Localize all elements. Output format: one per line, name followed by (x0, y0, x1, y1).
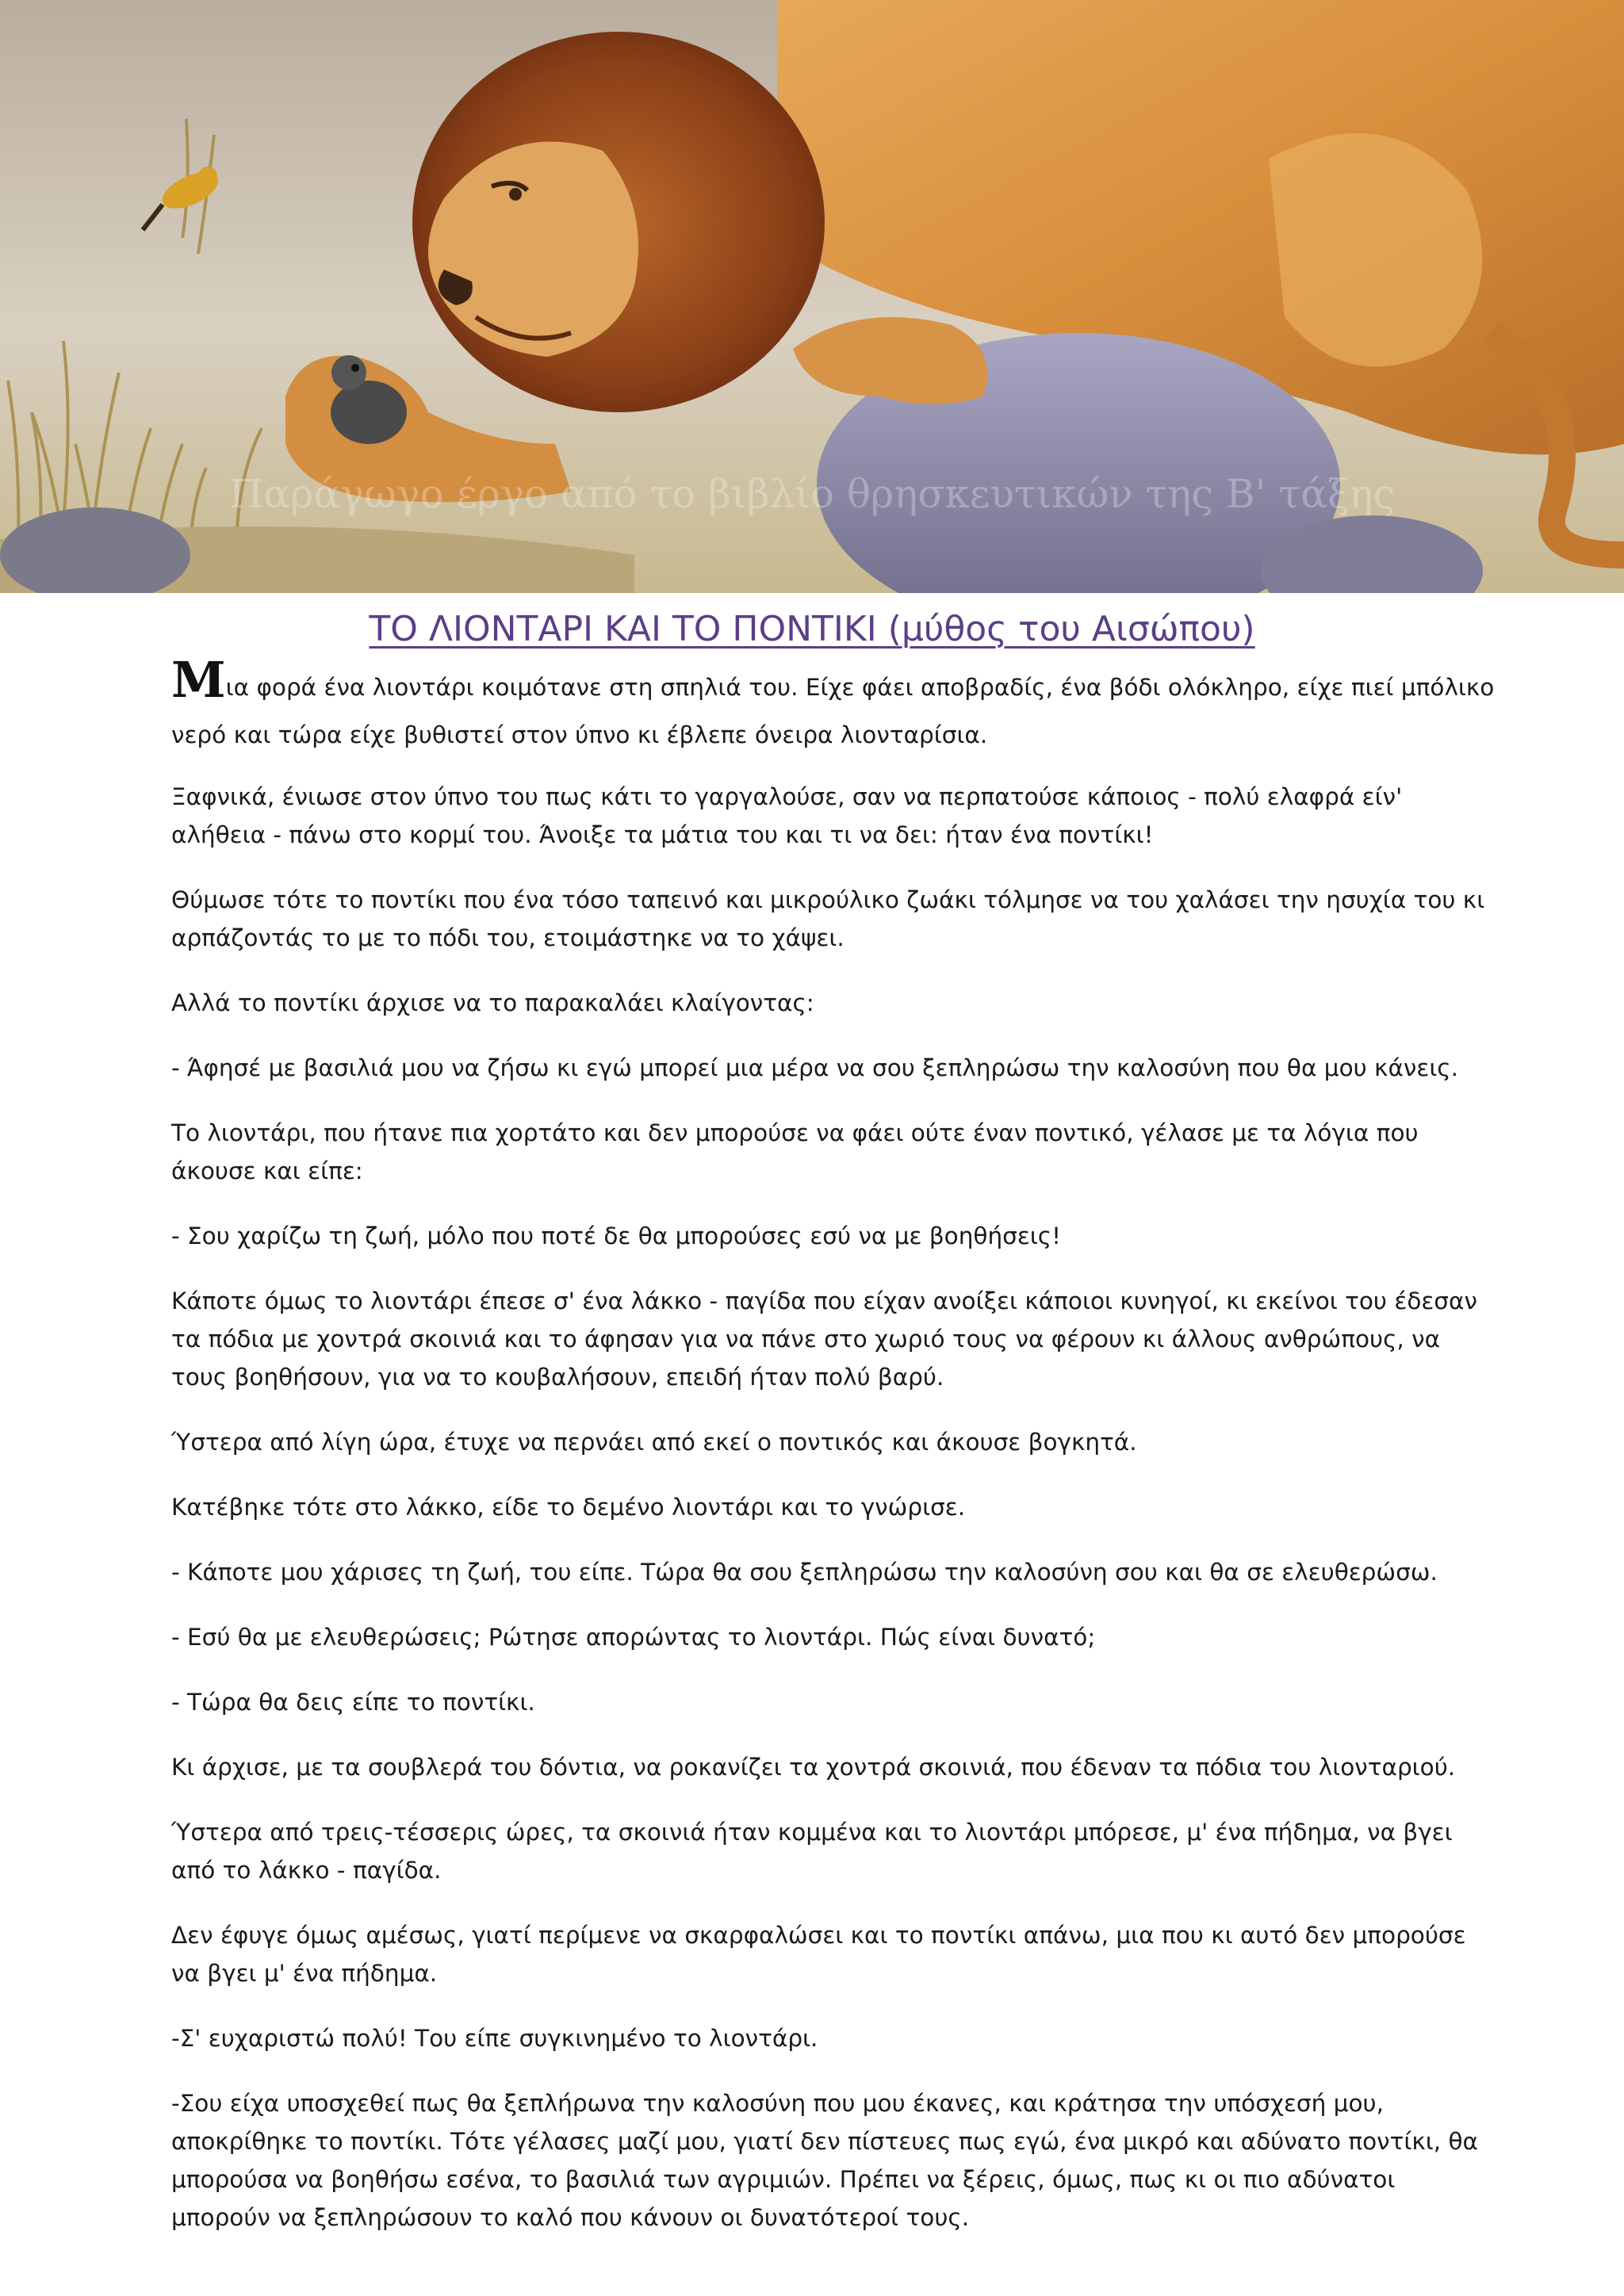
story-paragraph: -Σου είχα υποσχεθεί πως θα ξεπλήρωνα την καλοσύνη που μου έκανες, και κράτησα την υπόσχεσή μου, αποκρίθηκε το ποντίκι. Τότε γέλασες μαζί μου, γιατί δεν πίστευες πως εγώ, ένα μικρό και αδύνατο ποντίκι, θα μπορούσα να βοηθήσω εσένα, το βασιλιά των αγριμιών. Πρέπει να ξέρεις, όμως, πως κι οι πιο αδύνατοι μπορούν να ξεπληρώσουν το καλό που κάνουν οι δυνατότεροί τους. (171, 2090, 1478, 2231)
story-paragraph: -Σ' ευχαριστώ πολύ! Του είπε συγκινημένο το λιοντάρι. (171, 2025, 818, 2052)
story-paragraph: - Άφησέ με βασιλιά μου να ζήσω κι εγώ μπορεί μια μέρα να σου ξεπληρώσω την καλοσύνη που θα μου κάνεις. (171, 1054, 1458, 1081)
illustration-watermark: Παράγωγο έργο από το βιβλίο θρησκευτικών της Β' τάξης (228, 471, 1396, 517)
story-paragraph: Ύστερα από λίγη ώρα, έτυχε να περνάει από εκεί ο ποντικός και άκουσε βογκητά. (171, 1429, 1137, 1456)
lion-and-mouse-illustration (0, 0, 1624, 593)
story-paragraph: Ξαφνικά, ένιωσε στον ύπνο του πως κάτι το γαργαλούσε, σαν να περπατούσε κάποιος - πολύ ελαφρά είν' αλήθεια - πάνω στο κορμί του. Άνοιξε τα μάτια του και τι να δει: ήταν ένα ποντίκι! (171, 783, 1403, 848)
story-paragraph: Κατέβηκε τότε στο λάκκο, είδε το δεμένο λιοντάρι και το γνώρισε. (171, 1494, 966, 1521)
drop-cap: Μ (171, 651, 226, 709)
story-title: ΤΟ ΛΙΟΝΤΑΡΙ ΚΑΙ ΤΟ ΠΟΝΤΙΚΙ (μύθος του Αισώπου) (369, 609, 1255, 649)
story-paragraph: Θύμωσε τότε το ποντίκι που ένα τόσο ταπεινό και μικρούλικο ζωάκι τόλμησε να του χαλάσει την ησυχία του κι αρπάζοντάς το με το πόδι του, ετοιμάστηκε να το χάψει. (171, 886, 1485, 951)
story-paragraph-1 (171, 651, 1497, 759)
story-paragraph: - Εσύ θα με ελευθερώσεις; Ρώτησε απορώντας το λιοντάρι. Πώς είναι δυνατό; (171, 1624, 1096, 1651)
story-paragraph: Ύστερα από τρεις-τέσσερις ώρες, τα σκοινιά ήταν κομμένα και το λιοντάρι μπόρεσε, μ' ένα πήδημα, να βγει από το λάκκο - παγίδα. (171, 1819, 1453, 1884)
story-paragraph: Κάποτε όμως το λιοντάρι έπεσε σ' ένα λάκκο - παγίδα που είχαν ανοίξει κάποιοι κυνηγοί, κι εκείνοι του έδεσαν τα πόδια με χοντρά σκοινιά και το άφησαν για να πάνε στο χωριό τους να φέρουν κι άλλους ανθρώπους, να τους βοηθήσουν, για να το κουβαλήσουν, επειδή ήταν πολύ βαρύ. (171, 1288, 1477, 1391)
story-paragraph: - Τώρα θα δεις είπε το ποντίκι. (171, 1689, 535, 1716)
story-paragraph: Το λιοντάρι, που ήτανε πια χορτάτο και δεν μπορούσε να φάει ούτε έναν ποντικό, γέλασε με τα λόγια που άκουσε και είπε: (171, 1119, 1419, 1184)
story-paragraph: Κι άρχισε, με τα σουβλερά του δόντια, να ροκανίζει τα χοντρά σκοινιά, που έδεναν τα πόδια του λιονταριού. (171, 1754, 1456, 1781)
first-paragraph-text: ια φορά ένα λιοντάρι κοιμότανε στη σπηλιά του. Είχε φάει αποβραδίς, ένα βόδι ολόκληρο, είχε πιεί μπόλικο νερό και τώρα είχε βυθιστεί στον ύπνο κι έβλεπε όνειρα λιονταρίσια. (171, 674, 1495, 748)
story-paragraph: - Σου χαρίζω τη ζωή, μόλο που ποτέ δε θα μπορούσες εσύ να με βοηθήσεις! (171, 1223, 1061, 1249)
story-paragraph: - Κάποτε μου χάρισες τη ζωή, του είπε. Τώρα θα σου ξεπληρώσω την καλοσύνη σου και θα σε ελευθερώσω. (171, 1559, 1438, 1586)
story-paragraph: Αλλά το ποντίκι άρχισε να το παρακαλάει κλαίγοντας: (171, 989, 814, 1016)
illustration-drawing (0, 0, 1624, 593)
story-body (171, 651, 1497, 2263)
story-paragraph: Δεν έφυγε όμως αμέσως, γιατί περίμενε να σκαρφαλώσει και το ποντίκι απάνω, μια που κι αυτό δεν μπορούσε να βγει μ' ένα πήδημα. (171, 1922, 1466, 1987)
